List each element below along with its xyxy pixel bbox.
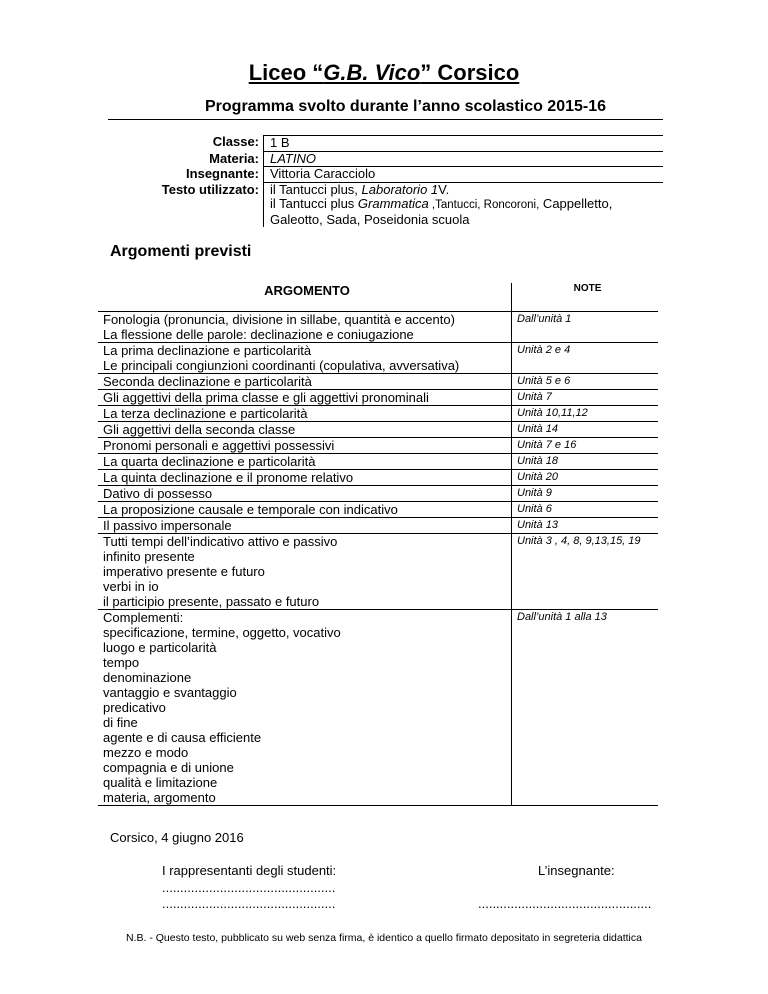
note-cell: Unità 18	[512, 454, 659, 470]
table-row	[98, 312, 658, 343]
argomento-line: La quarta declinazione e particolarità	[103, 454, 316, 469]
argomento-line: qualità e limitazione	[103, 775, 218, 790]
title-school-name: G.B. Vico	[323, 60, 421, 85]
text-part: Cappelletto,	[539, 196, 613, 211]
argomento-line: mezzo e modo	[103, 745, 189, 760]
table-row	[98, 518, 658, 534]
table-row	[98, 470, 658, 486]
info-label: Insegnante:	[186, 166, 259, 181]
signature-line: ................................................	[162, 896, 336, 911]
argomento-cell	[98, 470, 512, 486]
table-row	[98, 390, 658, 406]
argomento-line: Fonologia (pronuncia, divisione in sillabe, quantità e accento)	[103, 312, 455, 327]
argomento-line: il participio presente, passato e futuro	[103, 594, 320, 609]
table-row	[98, 534, 658, 610]
argomento-line: imperativo presente e futuro	[103, 564, 265, 579]
place-date: Corsico, 4 giugno 2016	[110, 830, 244, 845]
note-cell: Unità 2 e 4	[512, 343, 659, 374]
section-title: Argomenti previsti	[110, 243, 252, 260]
argomento-line: Seconda declinazione e particolarità	[103, 374, 312, 389]
signature-line: ................................................	[478, 896, 652, 911]
text-part: Grammatica	[357, 196, 429, 211]
argomento-line: materia, argomento	[103, 790, 216, 805]
page-subtitle: Programma svolto durante l’anno scolastico 2015-16	[205, 98, 607, 115]
table-row	[98, 454, 658, 470]
info-label: Testo utilizzato:	[161, 181, 259, 197]
testo-line	[270, 197, 663, 213]
note-cell: Dall’unità 1	[512, 312, 659, 343]
table-row	[98, 486, 658, 502]
argomento-cell	[98, 422, 512, 438]
signature-line: ................................................	[162, 880, 336, 895]
argomento-line: Gli aggettivi della prima classe e gli aggettivi pronominali	[103, 390, 429, 405]
argomento-line: verbi in io	[103, 579, 159, 594]
info-label: Classe:	[212, 134, 259, 149]
argomento-line: La proposizione causale e temporale con indicativo	[103, 502, 398, 517]
argomento-line: di fine	[103, 715, 138, 730]
text-part: Laboratorio 1	[361, 181, 439, 197]
table-row	[98, 422, 658, 438]
table-row	[98, 502, 658, 518]
argomento-cell	[98, 502, 512, 518]
table-row	[98, 406, 658, 422]
table-row	[98, 374, 658, 390]
info-value	[263, 152, 663, 168]
argomento-line: La terza declinazione e particolarità	[103, 406, 308, 421]
note-cell: Dall’unità 1 alla 13	[512, 610, 659, 806]
argomento-line: Gli aggettivi della seconda classe	[103, 422, 296, 437]
info-block	[108, 135, 663, 227]
argomento-line: infinito presente	[103, 549, 195, 564]
argomento-line: tempo	[103, 655, 140, 670]
argomento-line: La prima declinazione e particolarità	[103, 343, 312, 358]
argomento-cell	[98, 406, 512, 422]
table-row	[98, 343, 658, 374]
table-row	[98, 438, 658, 454]
note-cell: Unità 7	[512, 390, 659, 406]
argomento-line: Il passivo impersonale	[103, 518, 232, 533]
argomento-line: La flessione delle parole: declinazione e coniugazione	[103, 327, 414, 342]
text-part: il Tantucci plus,	[270, 181, 362, 197]
footnote: N.B. - Questo testo, pubblicato su web senza firma, è identico a quello firmato depositato in segreteria didattica	[126, 932, 642, 944]
argomento-cell	[98, 390, 512, 406]
argomento-cell	[98, 518, 512, 534]
info-row-materia	[108, 152, 663, 168]
argomento-line: Complementi:	[103, 610, 184, 625]
note-cell: Unità 13	[512, 518, 659, 534]
argomento-cell	[98, 343, 512, 374]
argomento-line: La quinta declinazione e il pronome relativo	[103, 470, 354, 485]
info-value	[263, 183, 663, 228]
table-row	[98, 610, 658, 806]
column-header-note: NOTE	[573, 283, 602, 294]
testo-line: Galeotto, Sada, Poseidonia scuola	[270, 211, 470, 227]
teacher-label: L’insegnante:	[538, 863, 615, 878]
note-cell: Unità 5 e 6	[512, 374, 659, 390]
note-cell: Unità 3 , 4, 8, 9,13,15, 19	[512, 534, 659, 610]
info-value: Vittoria Caracciolo	[263, 167, 663, 183]
argomento-cell	[98, 438, 512, 454]
argomento-cell	[98, 534, 512, 610]
divider	[108, 119, 663, 120]
page-title	[0, 60, 768, 86]
argomento-line: luogo e particolarità	[103, 640, 217, 655]
argomento-line: specificazione, termine, oggetto, vocativo	[103, 625, 341, 640]
note-cell: Unità 6	[512, 502, 659, 518]
column-header-argomento: ARGOMENTO	[98, 283, 512, 312]
info-row-testo	[108, 183, 663, 228]
text-part: ,Tantucci, Roncoroni,	[428, 199, 540, 211]
info-value: 1 B	[263, 135, 663, 152]
title-part: ” Corsico	[420, 60, 520, 85]
materia-value: LATINO	[270, 150, 316, 166]
argomento-line: Le principali congiunzioni coordinanti (copulativa, avversativa)	[103, 358, 460, 373]
title-part: Liceo “	[248, 60, 324, 85]
representatives-label: I rappresentanti degli studenti:	[162, 863, 337, 878]
argomento-line: vantaggio e svantaggio	[103, 685, 237, 700]
argomento-line: Pronomi personali e aggettivi possessivi	[103, 438, 335, 453]
argomento-line: Tutti tempi dell’indicativo attivo e passivo	[103, 534, 338, 549]
argomento-cell	[98, 486, 512, 502]
text-part: il Tantucci plus	[270, 196, 358, 211]
note-cell: Unità 14	[512, 422, 659, 438]
argomento-line: compagnia e di unione	[103, 760, 234, 775]
info-row-insegnante	[108, 167, 663, 183]
text-part: V.	[438, 181, 450, 197]
argomento-cell	[98, 312, 512, 343]
testo-line	[270, 183, 663, 198]
argomento-cell	[98, 610, 512, 806]
argomento-cell	[98, 374, 512, 390]
argomento-cell	[98, 454, 512, 470]
argomento-line: predicativo	[103, 700, 166, 715]
note-cell: Unità 10,11,12	[512, 406, 659, 422]
argomento-line: agente e di causa efficiente	[103, 730, 262, 745]
note-cell: Unità 20	[512, 470, 659, 486]
info-label: Materia:	[209, 150, 259, 166]
program-table	[98, 283, 658, 806]
argomento-line: Dativo di possesso	[103, 486, 213, 501]
table-header	[98, 283, 658, 312]
note-cell: Unità 7 e 16	[512, 438, 659, 454]
note-cell: Unità 9	[512, 486, 659, 502]
info-row-classe	[108, 135, 663, 152]
argomento-line: denominazione	[103, 670, 192, 685]
